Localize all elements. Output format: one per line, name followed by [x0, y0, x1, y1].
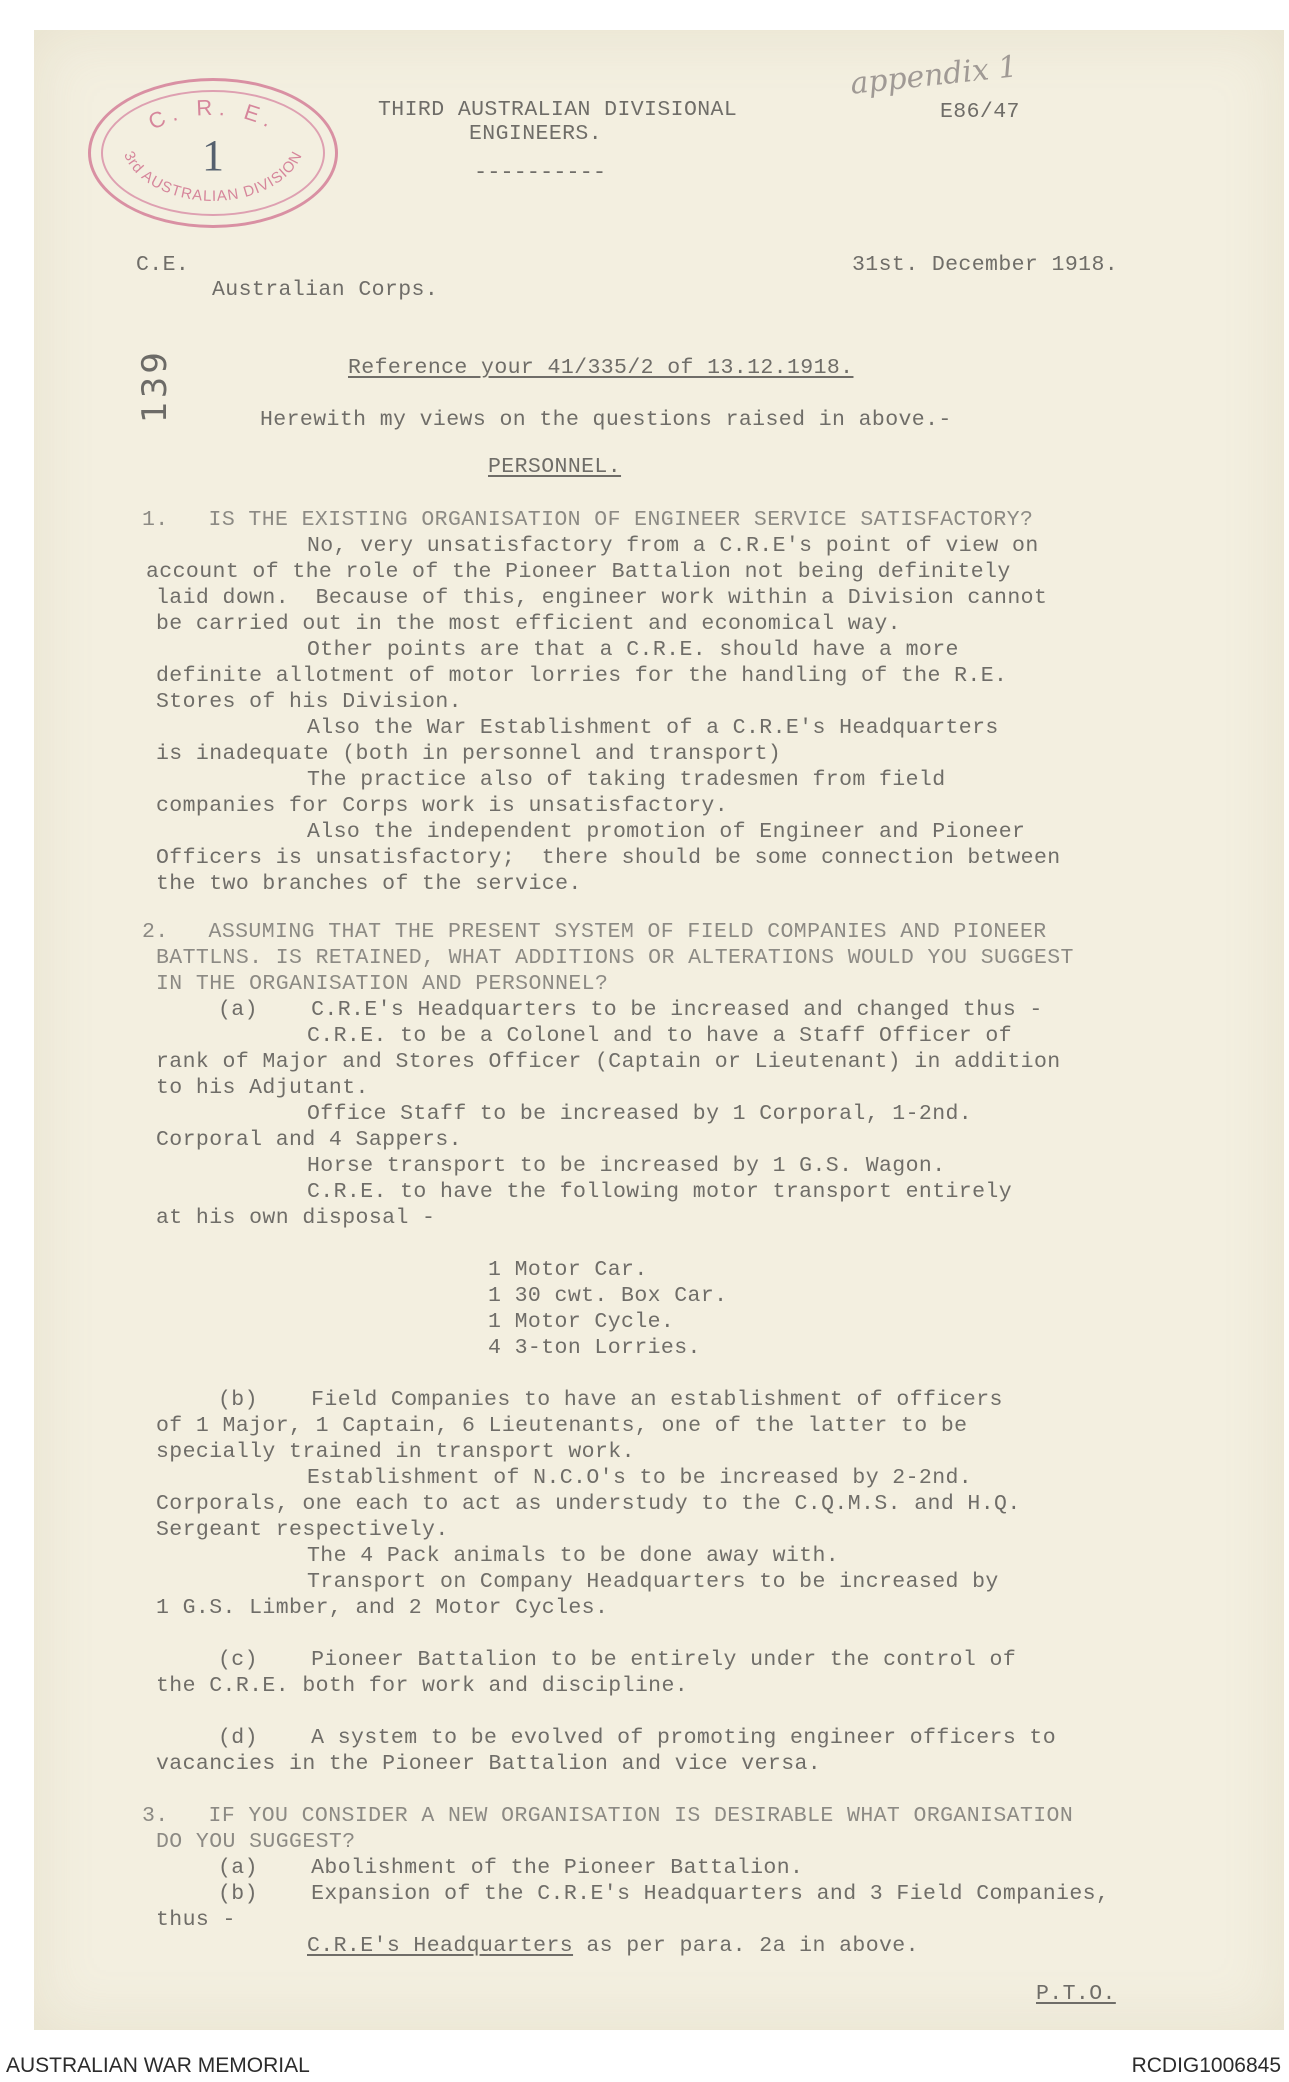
footer-archive-name: AUSTRALIAN WAR MEMORIAL [6, 2054, 310, 2077]
text-continuation: as per para. 2a in above. [573, 1934, 919, 1958]
text-line: Other points are that a C.R.E. should have a more [307, 638, 959, 662]
text-line: No, very unsatisfactory from a C.R.E's point of view on [307, 534, 1039, 558]
section-heading: PERSONNEL. [488, 455, 622, 479]
text-line: be carried out in the most efficient and economical way. [156, 612, 901, 636]
unit-title-line2: ENGINEERS. [469, 122, 603, 146]
text-line: laid down. Because of this, engineer work within a Division cannot [156, 586, 1048, 610]
transport-item: 1 Motor Cycle. [488, 1310, 675, 1334]
text-line: Horse transport to be increased by 1 G.S. Wagon. [307, 1154, 946, 1178]
transport-item: 4 3-ton Lorries. [488, 1336, 701, 1360]
text-line: (c) Pioneer Battalion to be entirely under the control of [218, 1648, 1017, 1672]
file-reference: E86/47 [940, 100, 1020, 124]
text-line: Establishment of N.C.O's to be increased by 2-2nd. [307, 1466, 973, 1490]
question-2-line2: BATTLNS. IS RETAINED, WHAT ADDITIONS OR ALTERATIONS WOULD YOU SUGGEST [156, 946, 1074, 970]
text-line: the C.R.E. both for work and discipline. [156, 1674, 689, 1698]
text-line: Corporal and 4 Sappers. [156, 1128, 462, 1152]
text-line: (a) Abolishment of the Pioneer Battalion. [218, 1856, 804, 1880]
title-underline: ---------- [474, 160, 607, 185]
text-line: specially trained in transport work. [156, 1440, 635, 1464]
transport-item: 1 Motor Car. [488, 1258, 648, 1282]
text-line: thus - [156, 1908, 236, 1932]
addressee-unit: Australian Corps. [212, 278, 439, 302]
folio-number: 139 [134, 349, 175, 423]
stamp-number: 1 [202, 131, 224, 180]
text-line: Officers is unsatisfactory; there should be some connection between [156, 846, 1061, 870]
svg-text:C. R. E. [144, 95, 282, 135]
stamp-bottom-text: 3rd AUSTRALIAN DIVISION [120, 148, 306, 205]
text-line: rank of Major and Stores Officer (Captain or Lieutenant) in addition [156, 1050, 1061, 1074]
text-line: vacancies in the Pioneer Battalion and vice versa. [156, 1752, 822, 1776]
text-line: Transport on Company Headquarters to be increased by [307, 1570, 999, 1594]
handwritten-note: appendix 1 [848, 49, 1020, 102]
text-line: of 1 Major, 1 Captain, 6 Lieutenants, one of the latter to be [156, 1414, 968, 1438]
text-line: C.R.E. to have the following motor transport entirely [307, 1180, 1013, 1204]
question-3-line1: 3. IF YOU CONSIDER A NEW ORGANISATION IS DESIRABLE WHAT ORGANISATION [142, 1804, 1074, 1828]
text-line: (d) A system to be evolved of promoting engineer officers to [218, 1726, 1057, 1750]
text-line: Sergeant respectively. [156, 1518, 449, 1542]
reference-line: Reference your 41/335/2 of 13.12.1918. [348, 356, 854, 380]
text-line: Office Staff to be increased by 1 Corporal, 1-2nd. [307, 1102, 973, 1126]
text-line: Also the independent promotion of Engineer and Pioneer [307, 820, 1026, 844]
text-line: (a) C.R.E's Headquarters to be increased and changed thus - [218, 998, 1043, 1022]
text-line: is inadequate (both in personnel and transport) [156, 742, 782, 766]
unit-title-line1: THIRD AUSTRALIAN DIVISIONAL [378, 98, 738, 122]
underlined-heading: C.R.E's Headquarters [307, 1934, 574, 1958]
question-2-line3: IN THE ORGANISATION AND PERSONNEL? [156, 972, 609, 996]
question-2-line1: 2. ASSUMING THAT THE PRESENT SYSTEM OF FIELD COMPANIES AND PIONEER [142, 920, 1047, 944]
text-line: The practice also of taking tradesmen from field [307, 768, 946, 792]
stamp-top-text: C. R. E. [144, 94, 283, 135]
text-line: the two branches of the service. [156, 872, 582, 896]
transport-item: 1 30 cwt. Box Car. [488, 1284, 728, 1308]
text-line: at his own disposal - [156, 1206, 436, 1230]
text-line: Corporals, one each to act as understudy to the C.Q.M.S. and H.Q. [156, 1492, 1021, 1516]
text-line: (b) Field Companies to have an establishment of officers [218, 1388, 1003, 1412]
addressee: C.E. [136, 253, 190, 277]
pto-marker: P.T.O. [1036, 1982, 1116, 2006]
letter-date: 31st. December 1918. [852, 253, 1119, 277]
text-line: companies for Corps work is unsatisfactory. [156, 794, 728, 818]
question-3-line2: DO YOU SUGGEST? [156, 1830, 356, 1854]
intro-line: Herewith my views on the questions raised in above.- [260, 408, 952, 432]
footer-catalogue-id: RCDIG1006845 [1131, 2054, 1281, 2077]
text-line: (b) Expansion of the C.R.E's Headquarters and 3 Field Companies, [218, 1882, 1110, 1906]
question-1: 1. IS THE EXISTING ORGANISATION OF ENGINEER SERVICE SATISFACTORY? [142, 508, 1034, 532]
text-line: The 4 Pack animals to be done away with. [307, 1544, 840, 1568]
text-line: Also the War Establishment of a C.R.E's Headquarters [307, 716, 999, 740]
text-line: account of the role of the Pioneer Battalion not being definitely [146, 560, 1011, 584]
text-line [307, 1934, 919, 1959]
cre-stamp-text [88, 78, 338, 228]
text-line: C.R.E. to be a Colonel and to have a Staff Officer of [307, 1024, 1013, 1048]
text-line: to his Adjutant. [156, 1076, 369, 1100]
text-line: 1 G.S. Limber, and 2 Motor Cycles. [156, 1596, 609, 1620]
text-line: Stores of his Division. [156, 690, 462, 714]
text-line: definite allotment of motor lorries for the handling of the R.E. [156, 664, 1008, 688]
